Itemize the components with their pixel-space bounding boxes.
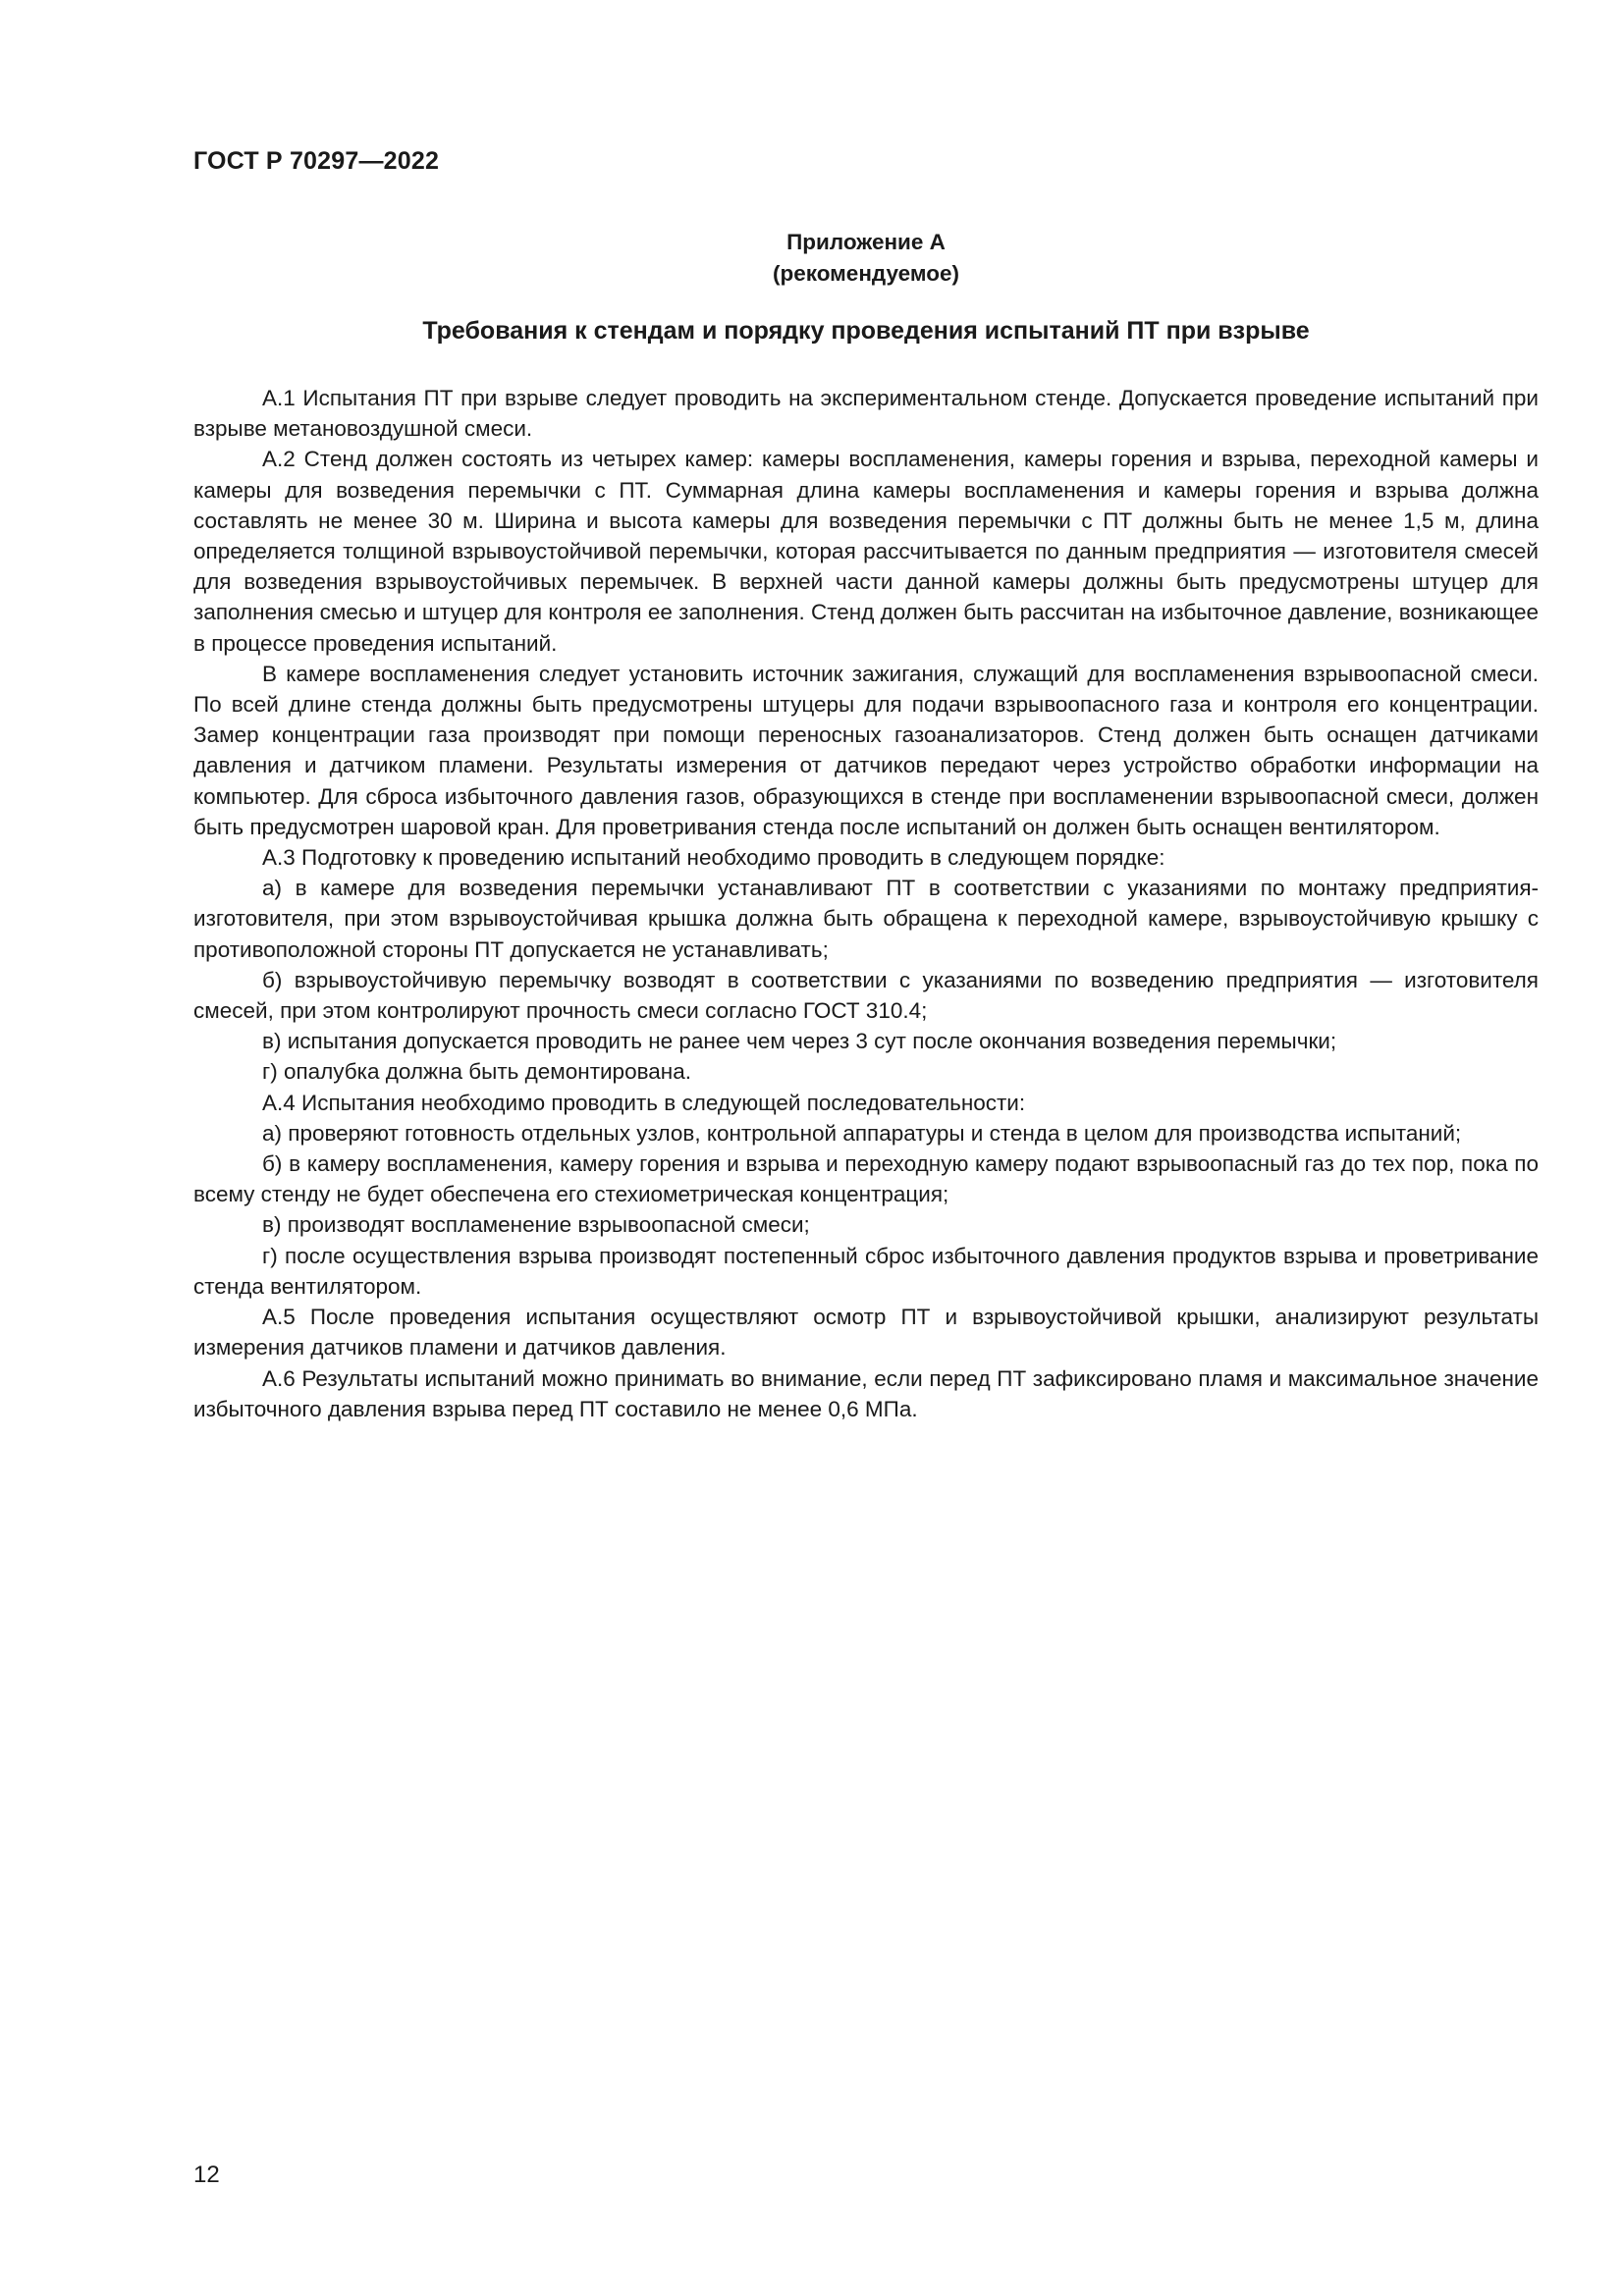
list-item-a3-a: а) в камере для возведения перемычки устанавливают ПТ в соответствии с указаниями по монтажу предприятия-изготовителя, при этом взрывоустойчивая крышка должна быть обращена к переходной камере, взрывоустойчивую крышку с противоположной стороны ПТ допускается не устанавливать;: [193, 876, 1539, 962]
section-heading: Требования к стендам и порядку проведения испытаний ПТ при взрыве: [422, 317, 1310, 345]
appendix-title: Приложение А: [786, 230, 946, 254]
appendix-status: (рекомендуемое): [773, 261, 959, 286]
paragraph-a4: А.4 Испытания необходимо проводить в следующей последовательности:: [262, 1090, 1026, 1115]
body-text: [193, 383, 1539, 1424]
page-number: 12: [193, 2162, 220, 2188]
paragraph-a6: А.6 Результаты испытаний можно принимать во внимание, если перед ПТ зафиксировано пламя и максимальное значение избыточного давления взрыва перед ПТ составило не менее 0,6 МПа.: [193, 1365, 1539, 1421]
paragraph-a5: А.5 После проведения испытания осуществляют осмотр ПТ и взрывоустойчивой крышки, анализируют результаты измерения датчиков пламени и датчиков давления.: [193, 1305, 1539, 1361]
appendix-heading: [193, 227, 1539, 290]
paragraph-a2: А.2 Стенд должен состоять из четырех камер: камеры воспламенения, камеры горения и взрыва, переходной камеры и камеры для возведения перемычки с ПТ. Суммарная длина камеры воспламенения и камеры горения и взрыва должна составлять не менее 30 м. Ширина и высота камеры для возведения перемычки с ПТ должны быть не менее 1,5 м, длина определяется толщиной взрывоустойчивой перемычки, которая рассчитывается по данным предприятия — изготовителя смесей для возведения взрывоустойчивых перемычек. В верхней части данной камеры должны быть предусмотрены штуцер для заполнения смесью и штуцер для контроля ее заполнения. Стенд должен быть рассчитан на избыточное давление, возникающее в процессе проведения испытаний.: [193, 447, 1539, 656]
paragraph-a2-ignition: В камере воспламенения следует установить источник зажигания, служащий для воспламенения взрывоопасной смеси. По всей длине стенда должны быть предусмотрены штуцеры для подачи взрывоопасного газа и контроля его концентрации. Замер концентрации газа производят при помощи переносных газоанализаторов. Стенд должен быть оснащен датчиками давления и датчиком пламени. Результаты измерения от датчиков передают через устройство обработки информации на компьютер. Для сброса избыточного давления газов, образующихся в стенде при воспламенении взрывоопасной смеси, должен быть предусмотрен шаровой кран. Для проветривания стенда после испытаний он должен быть оснащен вентилятором.: [193, 661, 1539, 839]
list-item-a3-v: в) испытания допускается проводить не ранее чем через 3 сут после окончания возведения перемычки;: [262, 1029, 1337, 1054]
document-code: ГОСТ Р 70297—2022: [193, 147, 440, 175]
list-item-a3-b: б) взрывоустойчивую перемычку возводят в соответствии с указаниями по возведению предприятия — изготовителя смесей, при этом контролируют прочность смеси согласно ГОСТ 310.4;: [193, 967, 1539, 1024]
list-item-a4-g: г) после осуществления взрыва производят постепенный сброс избыточного давления продуктов взрыва и проветривание стенда вентилятором.: [193, 1243, 1539, 1299]
list-item-a4-b: б) в камеру воспламенения, камеру горения и взрыва и переходную камеру подают взрывоопасный газ до тех пор, пока по всему стенду не будет обеспечена его стехиометрическая концентрация;: [193, 1151, 1539, 1207]
list-item-a4-a: а) проверяют готовность отдельных узлов, контрольной аппаратуры и стенда в целом для производства испытаний;: [262, 1120, 1462, 1146]
list-item-a4-v: в) производят воспламенение взрывоопасной смеси;: [262, 1212, 810, 1238]
list-item-a3-g: г) опалубка должна быть демонтирована.: [262, 1059, 691, 1085]
paragraph-a3: А.3 Подготовку к проведению испытаний необходимо проводить в следующем порядке:: [262, 845, 1165, 871]
paragraph-a1: А.1 Испытания ПТ при взрыве следует проводить на экспериментальном стенде. Допускается проведение испытаний при взрыве метановоздушной смеси.: [193, 386, 1539, 442]
